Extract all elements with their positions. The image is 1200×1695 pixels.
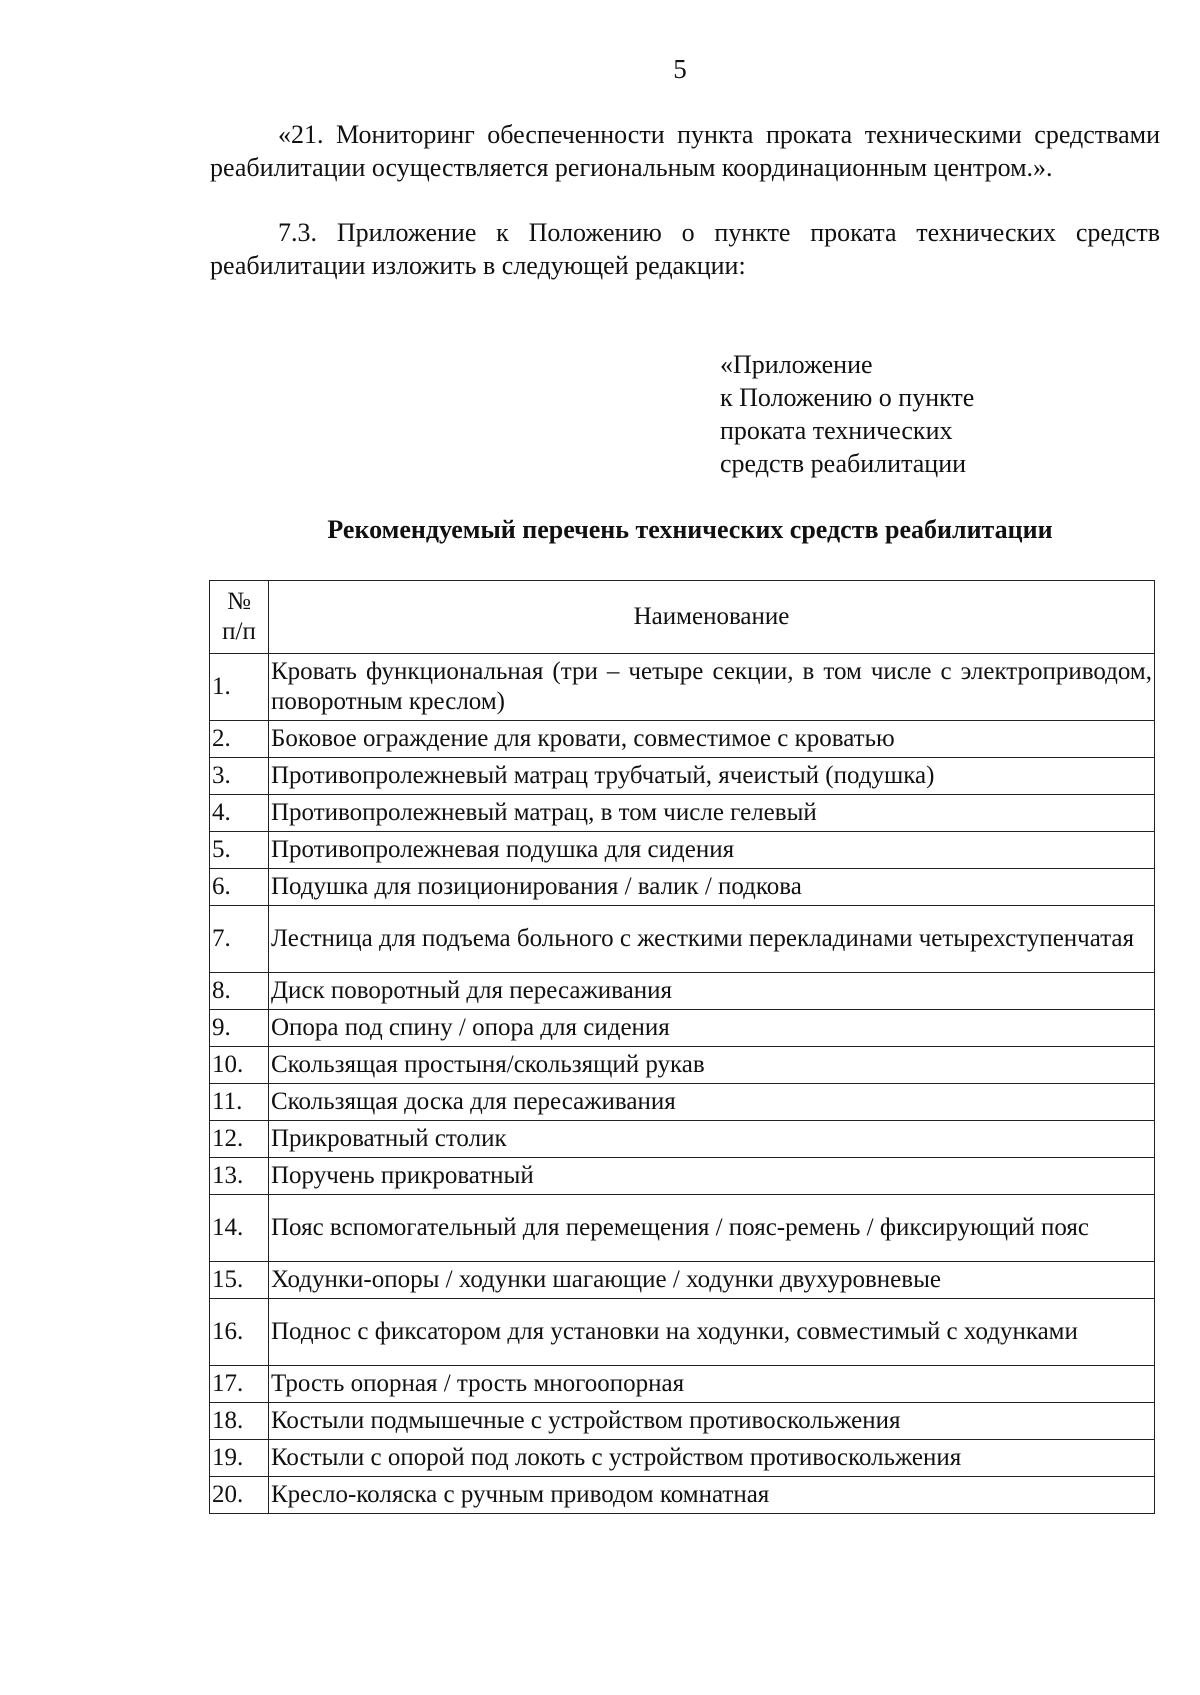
row-number-cell: 4. bbox=[210, 795, 269, 832]
row-number-cell: 20. bbox=[210, 1477, 269, 1514]
table-row bbox=[210, 795, 1155, 832]
column-header-name: Наименование bbox=[269, 581, 1155, 654]
table-row bbox=[210, 654, 1155, 721]
row-name-cell: Скользящая доска для пересаживания bbox=[269, 1084, 1155, 1121]
row-name-cell: Костыли с опорой под локоть с устройством противоскольжения bbox=[269, 1440, 1155, 1477]
row-name-cell: Опора под спину / опора для сидения bbox=[269, 1010, 1155, 1047]
row-number-cell: 18. bbox=[210, 1403, 269, 1440]
page-number: 5 bbox=[673, 54, 687, 84]
row-name-cell: Пояс вспомогательный для перемещения / пояс-ремень / фиксирующий пояс bbox=[269, 1195, 1155, 1262]
paragraph-7-3-appendix-change: 7.3. Приложение к Положению о пункте проката технических средств реабилитации изложить в следующей редакции: bbox=[210, 218, 1160, 280]
appendix-line-2: к Положению о пункте bbox=[720, 383, 975, 412]
table-row bbox=[210, 1477, 1155, 1514]
row-number-cell: 6. bbox=[210, 869, 269, 906]
row-number-cell: 13. bbox=[210, 1158, 269, 1195]
column-header-number-abbrev: п/п bbox=[222, 618, 256, 645]
table-row bbox=[210, 1084, 1155, 1121]
row-number-cell: 11. bbox=[210, 1084, 269, 1121]
row-number-cell: 15. bbox=[210, 1262, 269, 1299]
row-number-cell: 9. bbox=[210, 1010, 269, 1047]
table-row bbox=[210, 758, 1155, 795]
table-row bbox=[210, 1440, 1155, 1477]
appendix-heading-block bbox=[720, 348, 974, 480]
table-row bbox=[210, 1366, 1155, 1403]
row-number-cell: 10. bbox=[210, 1047, 269, 1084]
row-number-cell: 1. bbox=[210, 654, 269, 721]
row-number-cell: 14. bbox=[210, 1195, 269, 1262]
row-name-cell: Диск поворотный для пересаживания bbox=[269, 973, 1155, 1010]
row-name-cell: Поручень прикроватный bbox=[269, 1158, 1155, 1195]
table-row bbox=[210, 906, 1155, 973]
paragraph-21-monitoring: «21. Мониторинг обеспеченности пункта проката техническими средствами реабилитации осуществляется региональным координационным центром.». bbox=[210, 120, 1160, 182]
table-row bbox=[210, 1047, 1155, 1084]
table-row bbox=[210, 1195, 1155, 1262]
row-name-cell: Прикроватный столик bbox=[269, 1121, 1155, 1158]
table-row bbox=[210, 1299, 1155, 1366]
row-name-cell: Кровать функциональная (три – четыре секции, в том числе с электроприводом, поворотным креслом) bbox=[269, 654, 1155, 721]
row-number-cell: 3. bbox=[210, 758, 269, 795]
row-number-cell: 16. bbox=[210, 1299, 269, 1366]
table-row bbox=[210, 869, 1155, 906]
row-name-cell: Лестница для подъема больного с жесткими перекладинами четырехступенчатая bbox=[269, 906, 1155, 973]
rehabilitation-means-table bbox=[209, 580, 1155, 1514]
row-name-cell: Ходунки-опоры / ходунки шагающие / ходунки двухуровневые bbox=[269, 1262, 1155, 1299]
appendix-line-4: средств реабилитации bbox=[720, 449, 967, 478]
table-header-row bbox=[210, 581, 1155, 654]
row-name-cell: Боковое ограждение для кровати, совместимое с кроватью bbox=[269, 721, 1155, 758]
appendix-line-1: «Приложение bbox=[720, 350, 873, 379]
row-name-cell: Поднос с фиксатором для установки на ходунки, совместимый с ходунками bbox=[269, 1299, 1155, 1366]
table-row bbox=[210, 721, 1155, 758]
list-title: Рекомендуемый перечень технических средств реабилитации bbox=[327, 515, 1053, 544]
row-number-cell: 19. bbox=[210, 1440, 269, 1477]
row-name-cell: Подушка для позиционирования / валик / подкова bbox=[269, 869, 1155, 906]
table-row bbox=[210, 1403, 1155, 1440]
row-number-cell: 5. bbox=[210, 832, 269, 869]
row-number-cell: 12. bbox=[210, 1121, 269, 1158]
appendix-line-3: проката технических bbox=[720, 416, 953, 445]
row-name-cell: Трость опорная / трость многоопорная bbox=[269, 1366, 1155, 1403]
table-row bbox=[210, 832, 1155, 869]
row-name-cell: Противопролежневая подушка для сидения bbox=[269, 832, 1155, 869]
row-name-cell: Костыли подмышечные с устройством противоскольжения bbox=[269, 1403, 1155, 1440]
row-number-cell: 2. bbox=[210, 721, 269, 758]
row-number-cell: 7. bbox=[210, 906, 269, 973]
row-name-cell: Кресло-коляска с ручным приводом комнатная bbox=[269, 1477, 1155, 1514]
table-row bbox=[210, 1158, 1155, 1195]
table-row bbox=[210, 1262, 1155, 1299]
column-header-number bbox=[210, 581, 269, 654]
table-body bbox=[210, 654, 1155, 1514]
column-header-number-symbol: № bbox=[227, 588, 251, 615]
row-name-cell: Скользящая простыня/скользящий рукав bbox=[269, 1047, 1155, 1084]
row-number-cell: 8. bbox=[210, 973, 269, 1010]
table-row bbox=[210, 1121, 1155, 1158]
row-number-cell: 17. bbox=[210, 1366, 269, 1403]
row-name-cell: Противопролежневый матрац, в том числе гелевый bbox=[269, 795, 1155, 832]
table-row bbox=[210, 973, 1155, 1010]
row-name-cell: Противопролежневый матрац трубчатый, ячеистый (подушка) bbox=[269, 758, 1155, 795]
table-row bbox=[210, 1010, 1155, 1047]
